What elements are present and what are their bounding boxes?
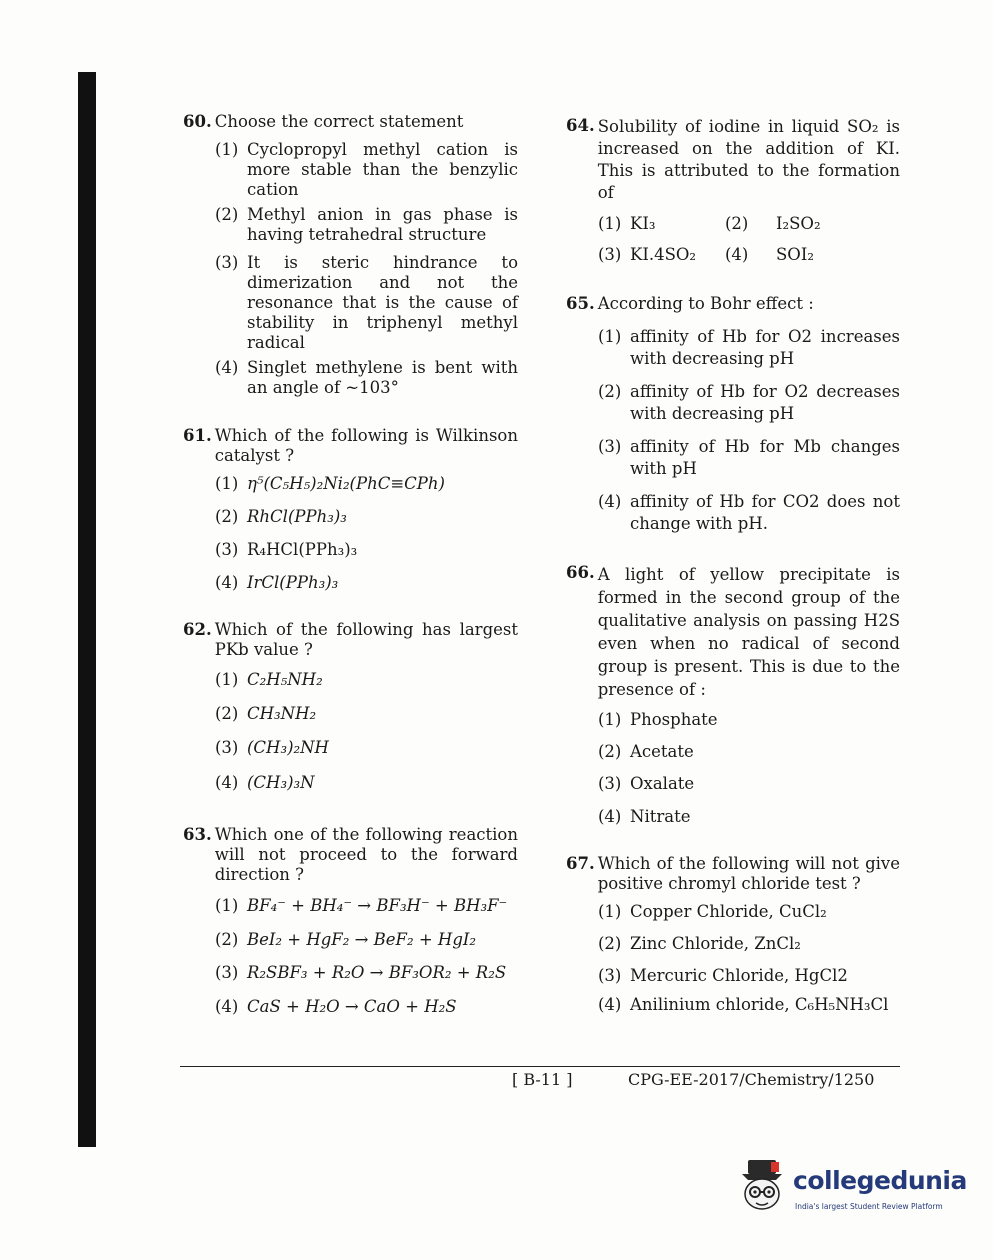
collegedunia-logo[interactable] <box>738 1158 967 1220</box>
question-number: 64. <box>566 116 595 135</box>
q61-option-1: (1) η⁵(C₅H₅)₂Ni₂(PhC≡CPh) <box>215 474 445 493</box>
q67-option-3: (3) Mercuric Chloride, HgCl2 <box>598 966 848 985</box>
q65-option-3: (3) affinity of Hb for Mb changes with pH <box>598 437 900 478</box>
q63-option-1: (1) BF₄⁻ + BH₄⁻ → BF₃H⁻ + BH₃F⁻ <box>215 896 508 915</box>
question-60 <box>183 112 518 132</box>
question-65 <box>566 294 900 314</box>
question-number: 65. <box>566 294 595 313</box>
q61-option-4: (4) IrCl(PPh₃)₃ <box>215 573 339 592</box>
question-text: Which of the following is Wilkinson catalyst ? <box>214 426 518 465</box>
q67-option-2: (2) Zinc Chloride, ZnCl₂ <box>598 934 801 953</box>
q65-option-2: (2) affinity of Hb for O2 decreases with decreasing pH <box>598 382 900 423</box>
mascot-icon <box>738 1158 790 1216</box>
logo-tagline: India's largest Student Review Platform <box>795 1202 943 1211</box>
q66-option-1: (1) Phosphate <box>598 710 718 729</box>
question-63 <box>183 825 518 885</box>
question-text: Which of the following will not give positive chromyl chloride test ? <box>597 854 900 893</box>
q62-option-4: (4) (CH₃)₃N <box>215 773 315 792</box>
q67-option-4: (4) Anilinium chloride, C₆H₅NH₃Cl <box>598 995 889 1014</box>
q65-option-1: (1) affinity of Hb for O2 increases with decreasing pH <box>598 327 900 368</box>
question-67 <box>566 854 900 894</box>
q61-option-3: (3) R₄HCl(PPh₃)₃ <box>215 540 358 559</box>
logo-wordmark: collegedunia <box>793 1166 967 1195</box>
question-number: 61. <box>183 426 212 445</box>
q66-option-3: (3) Oxalate <box>598 774 695 793</box>
q64-options-row-2: (3) KI.4SO₂ (4) SOI₂ <box>598 245 814 264</box>
q60-option-1: (1) Cyclopropyl methyl cation is more stable than the benzylic cation <box>215 140 518 199</box>
question-number: 62. <box>183 620 212 639</box>
q66-option-2: (2) Acetate <box>598 742 694 761</box>
q63-option-2: (2) BeI₂ + HgF₂ → BeF₂ + HgI₂ <box>215 930 477 949</box>
q67-option-1: (1) Copper Chloride, CuCl₂ <box>598 902 827 921</box>
q64-options-row-1: (1) KI₃ (2) I₂SO₂ <box>598 214 821 233</box>
question-number: 63. <box>183 825 212 844</box>
question-text: Choose the correct statement <box>214 112 464 131</box>
q63-option-4: (4) CaS + H₂O → CaO + H₂S <box>215 997 457 1016</box>
question-text: A light of yellow precipitate is formed in the second group of the qualitative analysis on passing H2S even when no radical of second group is present. This is due to the presence of : <box>597 565 900 699</box>
q60-option-3: (3) It is steric hindrance to dimerization and not the resonance that is the cause of stability in triphenyl methyl radical <box>215 253 518 352</box>
page-number: [ B-11 ] <box>512 1070 573 1089</box>
q65-option-4: (4) affinity of Hb for CO2 does not change with pH. <box>598 492 900 533</box>
question-text: Solubility of iodine in liquid SO₂ is increased on the addition of KI. This is attributed to the formation of <box>597 117 900 202</box>
question-number: 67. <box>566 854 595 873</box>
question-number: 66. <box>566 563 595 582</box>
question-64 <box>566 116 900 204</box>
question-number: 60. <box>183 112 212 131</box>
q62-option-1: (1) C₂H₅NH₂ <box>215 670 323 689</box>
question-62 <box>183 620 518 660</box>
paper-code: CPG-EE-2017/Chemistry/1250 <box>628 1070 875 1089</box>
q62-option-3: (3) (CH₃)₂NH <box>215 738 329 757</box>
question-61 <box>183 426 518 466</box>
scan-edge-bar <box>78 72 96 1147</box>
footer-rule <box>180 1066 900 1067</box>
q62-option-2: (2) CH₃NH₂ <box>215 704 317 723</box>
q60-option-4: (4) Singlet methylene is bent with an angle of ~103° <box>215 358 518 397</box>
q60-option-2: (2) Methyl anion in gas phase is having tetrahedral structure <box>215 205 518 244</box>
q66-option-4: (4) Nitrate <box>598 807 691 826</box>
question-text: Which one of the following reaction will not proceed to the forward direction ? <box>214 825 518 884</box>
question-text: According to Bohr effect : <box>597 294 814 313</box>
question-text: Which of the following has largest PKb value ? <box>214 620 518 659</box>
q61-option-2: (2) RhCl(PPh₃)₃ <box>215 507 347 526</box>
q63-option-3: (3) R₂SBF₃ + R₂O → BF₃OR₂ + R₂S <box>215 963 507 982</box>
question-66 <box>566 563 900 701</box>
